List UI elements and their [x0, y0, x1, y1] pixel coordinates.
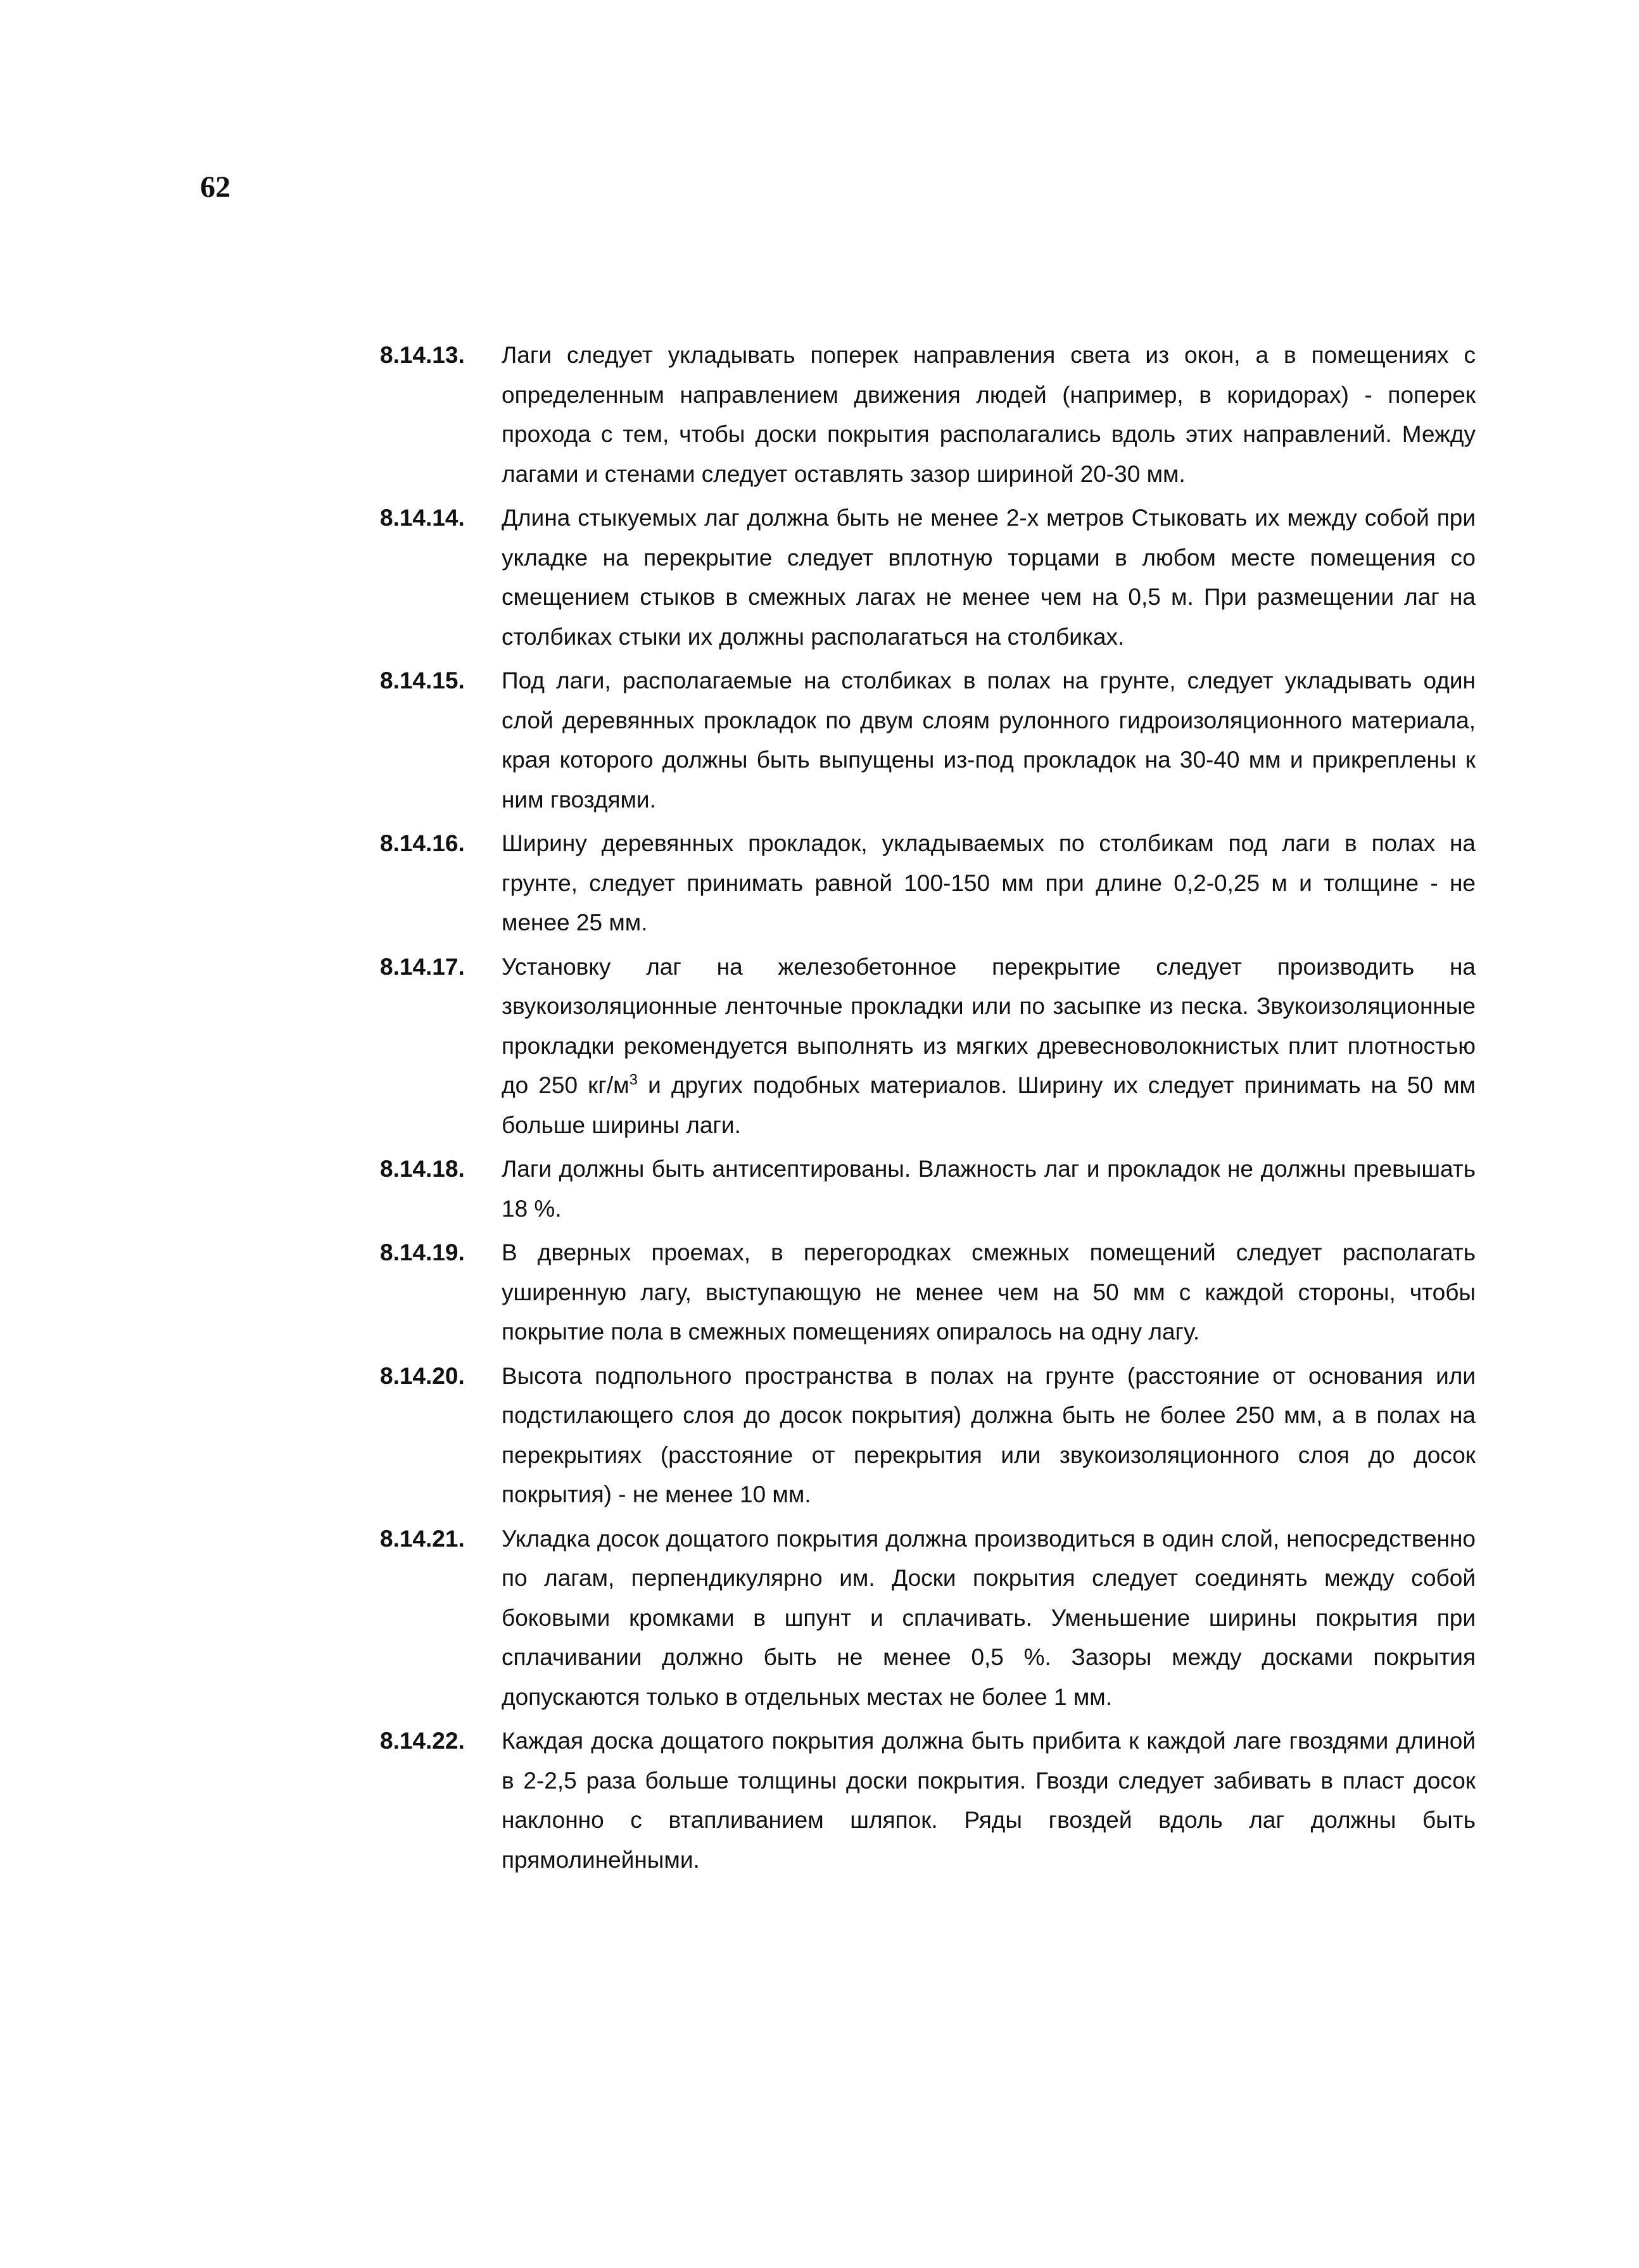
clause-8-14-20 — [380, 1357, 1476, 1515]
clause-number: 8.14.13. — [380, 342, 465, 368]
clause-text: Каждая доска дощатого покрытия должна быть прибита к каждой лаге гвоздями длиной в 2-2,5 раза больше толщины доски покрытия. Гвозди следует забивать в пласт досок наклонно с втапливанием шляпок. Ряды гвоздей вдоль лаг должны быть прямолинейными. — [502, 1728, 1476, 1873]
clause-8-14-21 — [380, 1519, 1476, 1718]
clause-number: 8.14.15. — [380, 668, 465, 694]
clause-text: Лаги следует укладывать поперек направления света из окон, а в помещениях с определенным направлением движения людей (например, в коридорах) - поперек прохода с тем, чтобы доски покрытия располагались вдоль этих направлений. Между лагами и стенами следует оставлять зазор шириной 20-30 мм. — [502, 342, 1476, 487]
clause-text: Под лаги, располагаемые на столбиках в полах на грунте, следует укладывать один слой деревянных прокладок по двум слоям рулонного гидроизоляционного материала, края которого должны быть выпущены из-под прокладок на 30-40 мм и прикреплены к ним гвоздями. — [502, 668, 1476, 813]
clause-8-14-18 — [380, 1150, 1476, 1229]
clause-number: 8.14.14. — [380, 505, 465, 531]
superscript-exponent: 3 — [629, 1071, 638, 1089]
clause-8-14-14 — [380, 498, 1476, 657]
clause-8-14-15 — [380, 661, 1476, 820]
clause-list — [380, 336, 1476, 1884]
clause-8-14-19 — [380, 1233, 1476, 1352]
clause-number: 8.14.17. — [380, 953, 465, 980]
clause-8-14-22 — [380, 1721, 1476, 1880]
clause-text: Высота подпольного пространства в полах на грунте (расстояние от основания или подстилающего слоя до досок покрытия) должна быть не более 250 мм, а в полах на перекрытиях (расстояние от перекрытия или звукоизоляционного слоя до досок покрытия) - не менее 10 мм. — [502, 1362, 1476, 1507]
clause-text: Ширину деревянных прокладок, укладываемых по столбикам под лаги в полах на грунте, следует принимать равной 100-150 мм при длине 0,2-0,25 м и толщине - не менее 25 мм. — [502, 830, 1476, 935]
clause-number: 8.14.20. — [380, 1362, 465, 1389]
clause-number: 8.14.22. — [380, 1728, 465, 1754]
page-number: 62 — [200, 170, 231, 204]
clause-text-part: Установку лаг на железобетонное перекрытие следует производить на звукоизоляционные ленточные прокладки или по засыпке из песка. Звукоизоляционные прокладки рекомендуется выполнять из мягких древесноволокнистых плит плотностью до 250 кг/м — [502, 953, 1476, 1098]
clause-8-14-13 — [380, 336, 1476, 494]
clause-text: В дверных проемах, в перегородках смежных помещений следует располагать уширенную лагу, выступающую не менее чем на 50 мм с каждой стороны, чтобы покрытие пола в смежных помещениях опиралось на одну лагу. — [502, 1239, 1476, 1345]
clause-text — [502, 947, 1476, 1146]
clause-8-14-17 — [380, 947, 1476, 1146]
clause-text: Укладка досок дощатого покрытия должна производиться в один слой, непосредственно по лагам, перпендикулярно им. Доски покрытия следует соединять между собой боковыми кромками в шпунт и сплачивать. Уменьшение ширины покрытия при сплачивании должно быть не менее 0,5 %. Зазоры между досками покрытия допускаются только в отдельных местах не более 1 мм. — [502, 1525, 1476, 1710]
clause-number: 8.14.21. — [380, 1525, 465, 1552]
clause-number: 8.14.16. — [380, 830, 465, 856]
clause-number: 8.14.18. — [380, 1156, 465, 1182]
clause-text: Лаги должны быть антисептированы. Влажность лаг и прокладок не должны превышать 18 %. — [502, 1156, 1476, 1222]
clause-text: Длина стыкуемых лаг должна быть не менее 2-х метров Стыковать их между собой при укладке на перекрытие следует вплотную торцами в любом месте помещения со смещением стыков в смежных лагах не менее чем на 0,5 м. При размещении лаг на столбиках стыки их должны располагаться на столбиках. — [502, 505, 1476, 650]
clause-8-14-16 — [380, 824, 1476, 943]
clause-text-part: и других подобных материалов. Ширину их следует принимать на 50 мм больше ширины лаги. — [502, 1072, 1476, 1138]
clause-number: 8.14.19. — [380, 1239, 465, 1265]
